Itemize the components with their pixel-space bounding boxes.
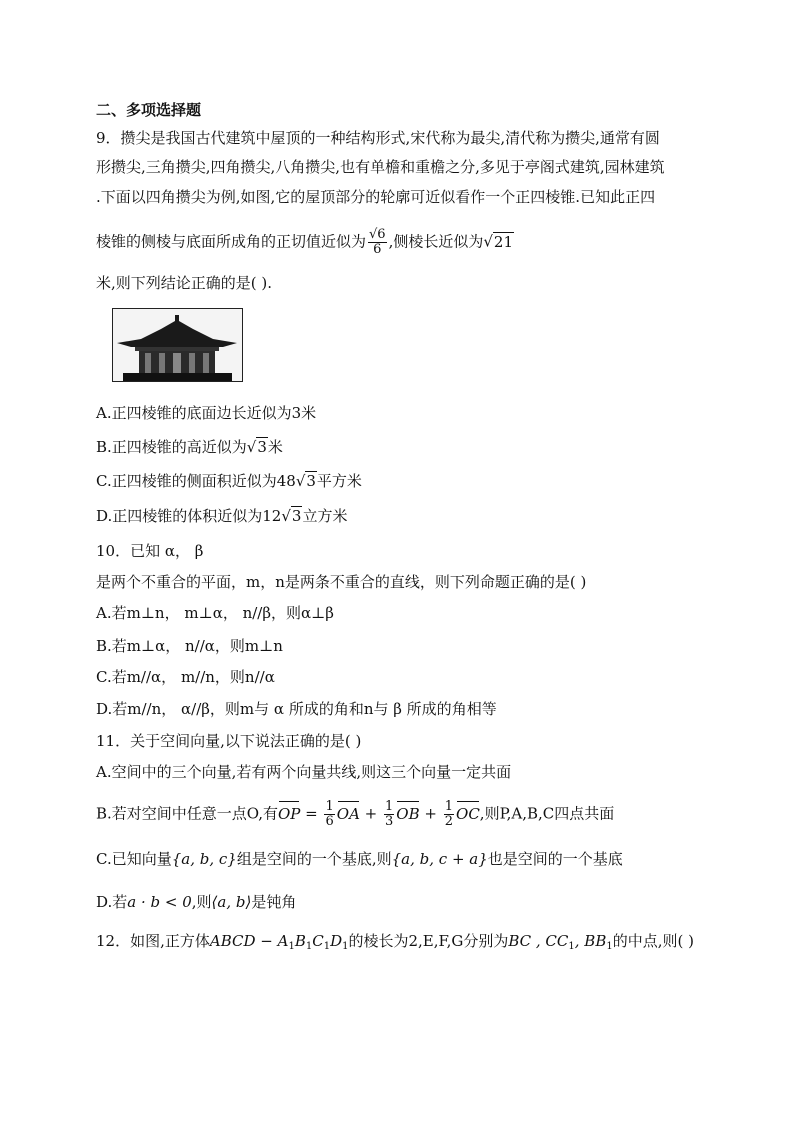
q11-option-d-tail: 是钝角 (251, 893, 297, 911)
q10-line-2: 是两个不重合的平面，m，n是两条不重合的直线，则下列命题正确的是( ) (96, 573, 587, 591)
vector-op: OP (277, 804, 301, 823)
q11-option-d-text: D.若 (96, 893, 128, 911)
radical-21: 21 (493, 232, 514, 251)
q12-text: 12．如图,正方体 (96, 932, 210, 950)
q11-option-b-text: B.若对空间中任意一点O,有 (96, 804, 278, 823)
section-title: 二、多项选择题 (96, 101, 202, 119)
cube-name: ABCD − A (209, 932, 289, 950)
q9-option-d-unit: 立方米 (302, 507, 348, 525)
vector-ob: OB (396, 804, 420, 823)
q9-option-b-text: B.正四棱锥的高近似为 (96, 438, 247, 456)
pavilion-roof-photo (112, 308, 243, 382)
equals-sign: = (300, 804, 323, 823)
fraction-denominator: 3 (385, 814, 394, 829)
q9-option-d-text: D.正四棱锥的体积近似为12 (96, 507, 282, 525)
fraction-numerator: √6 (369, 227, 386, 242)
fraction-numerator: 1 (385, 799, 394, 814)
vector-oa: OA (336, 804, 360, 823)
fraction-numerator: 1 (444, 799, 454, 814)
q9-option-b: B.正四棱锥的高近似为√3米 (96, 438, 283, 456)
pavilion-silhouette-icon (113, 309, 242, 381)
q12-text-mid: 的棱长为2,E,F,G分别为 (348, 932, 509, 950)
vector-set-new-basis: {a, b, c + a} (391, 850, 488, 868)
q11-option-d (96, 892, 296, 912)
q9-option-b-unit: 米 (267, 438, 283, 456)
radical-3: 3 (257, 438, 267, 456)
q9-text: 棱锥的侧棱与底面所成角的正切值近似为 (96, 232, 367, 251)
q10-option-d: D.若m//n， α//β，则m与 α 所成的角和n与 β 所成的角相等 (96, 700, 497, 718)
q9-option-c-unit: 平方米 (316, 472, 362, 490)
q11-line-1: 11．关于空间向量,以下说法正确的是( ) (96, 732, 362, 750)
plus-sign: + (419, 804, 442, 823)
fraction-1-2 (444, 800, 454, 829)
q9-option-c-text: C.正四棱锥的侧面积近似为48 (96, 472, 296, 490)
q9-option-d: D.正四棱锥的体积近似为12√3立方米 (96, 507, 348, 525)
vector-oc: OC (456, 804, 480, 823)
q9-option-a: A.正四棱锥的底面边长近似为3米 (96, 404, 317, 422)
q10-option-c: C.若m//α， m//n，则n//α (96, 668, 275, 686)
fraction-denominator: 2 (444, 814, 454, 829)
q12-line-1: 12．如图,正方体ABCD − $A_1B_1C_1D_1$的棱长为2,E,F,G分别为BC , $CC_1$, $BB_1$的中点,则( ) (96, 932, 694, 952)
q9-line-1: 9．攒尖是我国古代建筑中屋顶的一种结构形式,宋代称为最尖,清代称为攒尖,通常有圆 (96, 129, 660, 147)
vector-set-basis: {a, b, c} (171, 850, 237, 868)
q9-option-c: C.正四棱锥的侧面积近似为48√3平方米 (96, 472, 362, 490)
q10-option-a: A.若m⊥n， m⊥α， n//β，则α⊥β (96, 604, 334, 622)
fraction-denominator: 6 (325, 814, 334, 829)
q10-option-b: B.若m⊥α， n//α，则m⊥n (96, 637, 283, 655)
fraction-1-3 (384, 800, 394, 829)
q9-line-2: 形攒尖,三角攒尖,四角攒尖,八角攒尖,也有单檐和重檐之分,多见于亭阁式建筑,园林建筑 (96, 158, 665, 176)
q9-line-3: .下面以四角攒尖为例,如图,它的屋顶部分的轮廓可近似看作一个正四棱锥.已知此正四 (96, 188, 656, 206)
q11-option-a: A.空间中的三个向量,若有两个向量共线,则这三个向量一定共面 (96, 763, 512, 781)
q10-line-1: 10．已知 α， β (96, 542, 204, 560)
edge-names: BC , CC (508, 932, 569, 950)
q11-option-b-tail: ,则P,A,B,C四点共面 (479, 804, 615, 823)
q11-option-c-text: C.已知向量 (96, 850, 172, 868)
fraction-1-6 (324, 800, 334, 829)
plus-sign: + (359, 804, 383, 823)
radical-3: 3 (306, 472, 316, 490)
q11-option-d-mid: ,则 (191, 893, 212, 911)
dot-product-expression: a · b < 0 (127, 893, 192, 911)
q11-option-c (96, 849, 623, 869)
q11-option-c-tail: 也是空间的一个基底 (487, 850, 623, 868)
tangent-fraction (368, 228, 387, 257)
radical-3: 3 (291, 507, 302, 525)
q9-line-4: 棱锥的侧棱与底面所成角的正切值近似为 $\frac{√6}{6}$ ,侧棱长近似为√21 (96, 227, 514, 257)
q11-option-b (96, 800, 614, 829)
q11-option-c-mid: 组是空间的一个基底,则 (236, 850, 392, 868)
fraction-numerator: 1 (325, 799, 334, 814)
vector-angle: ⟨a, b⟩ (211, 893, 252, 911)
fraction-denominator: 6 (373, 242, 382, 257)
q9-line-5: 米,则下列结论正确的是( ). (96, 274, 273, 292)
q12-text-tail: 的中点,则( ) (612, 932, 694, 950)
q9-text-mid: ,侧棱长近似为 (388, 232, 484, 251)
